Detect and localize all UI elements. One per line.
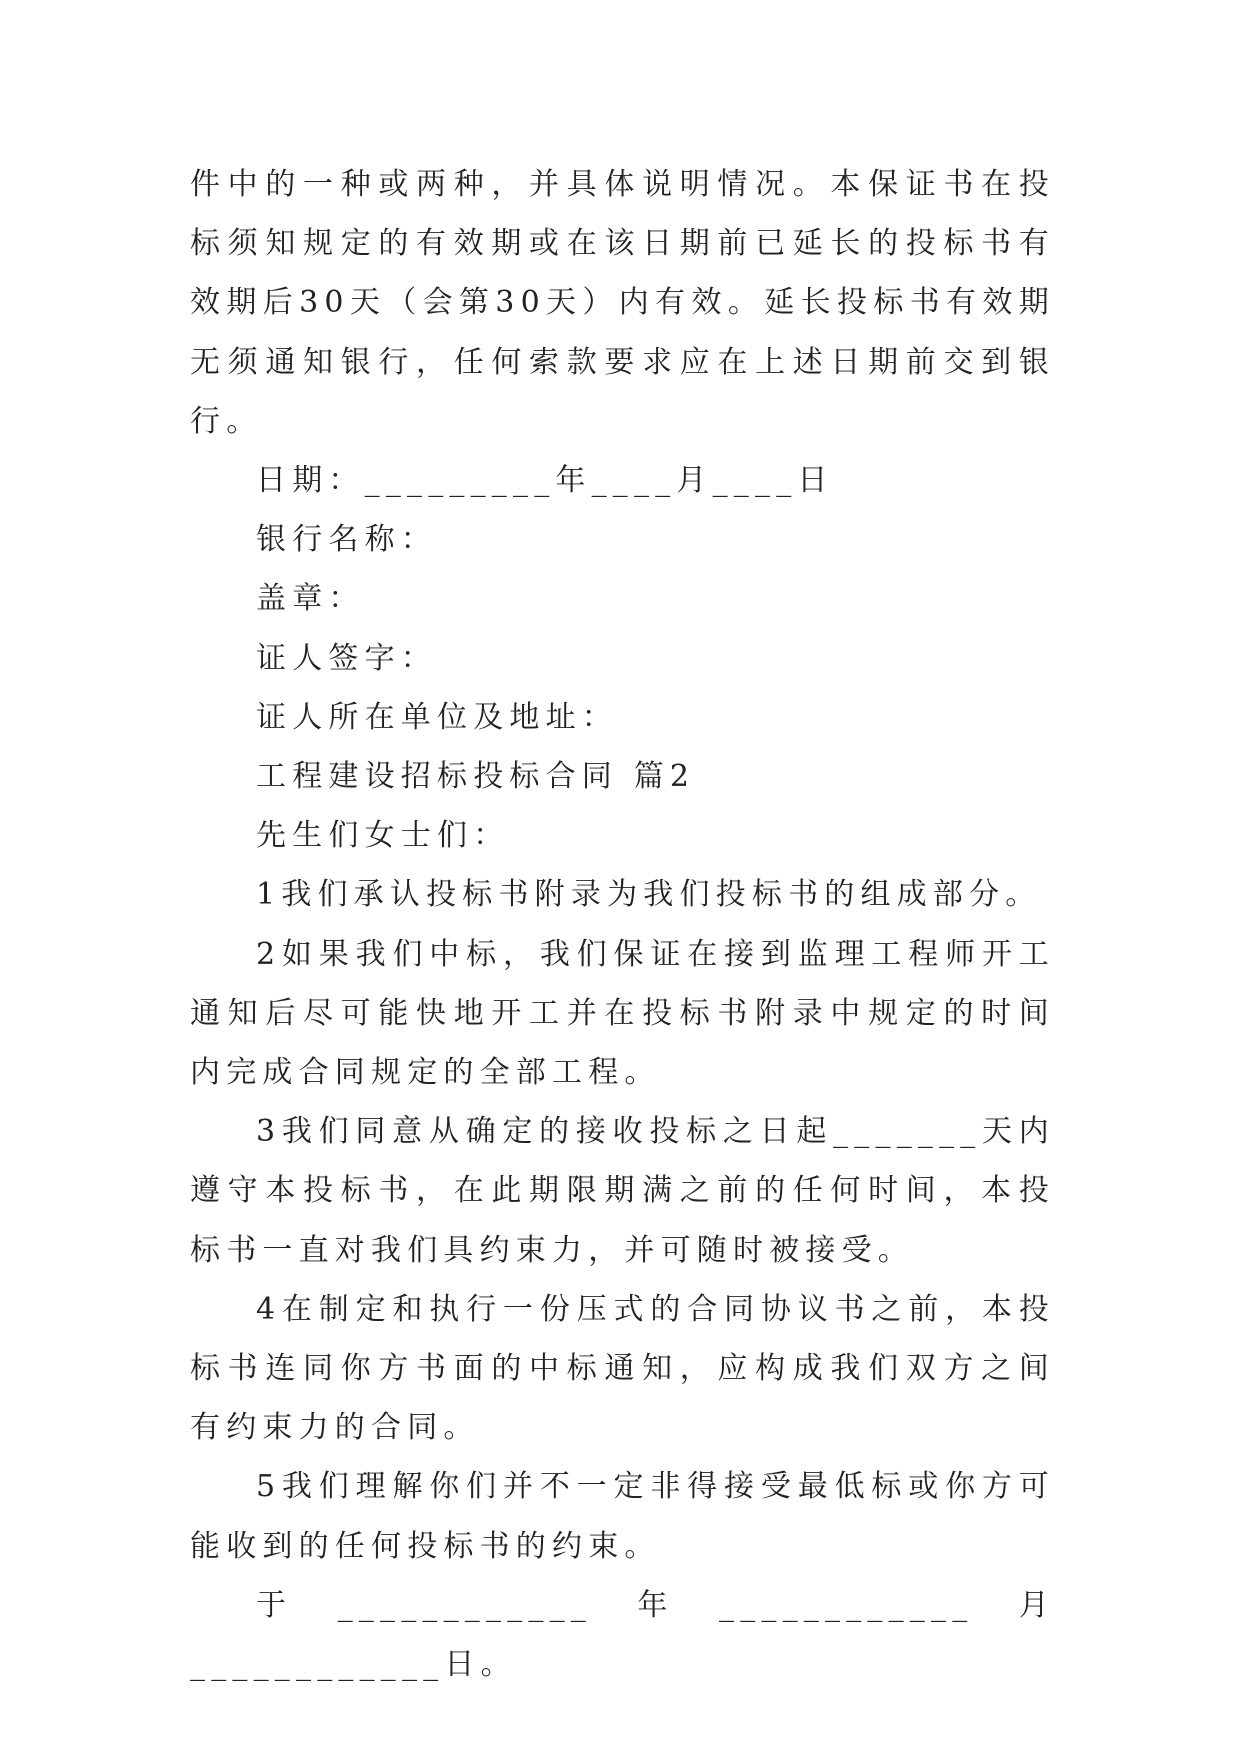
signing-date-line: 于____________年____________月____________日。	[190, 1587, 1055, 1683]
seal-line: 盖章：	[256, 581, 365, 617]
clause-3: 3我们同意从确定的接收投标之日起_______天内遵守本投标书，在此期限期满之前的任何时间，本投标书一直对我们具约束力，并可随时被接受。	[190, 1114, 1055, 1268]
witness-address-line: 证人所在单位及地址：	[256, 699, 618, 735]
section-heading: 工程建设招标投标合同 篇2	[256, 759, 696, 795]
clause-2: 2如果我们中标，我们保证在接到监理工程师开工通知后尽可能快地开工并在投标书附录中规定的时间内完成合同规定的全部工程。	[190, 936, 1055, 1091]
clause-4: 4在制定和执行一份压式的合同协议书之前，本投标书连同你方书面的中标通知，应构成我们双方之间有约束力的合同。	[190, 1291, 1055, 1446]
document-page	[190, 155, 1055, 1694]
clause-5: 5我们理解你们并不一定非得接受最低标或你方可能收到的任何投标书的约束。	[190, 1469, 1055, 1564]
salutation: 先生们女士们：	[256, 818, 510, 854]
paragraph-guarantee-validity: 件中的一种或两种，并具体说明情况。本保证书在投标须知规定的有效期或在该日期前已延长的投标书有效期后30天（会第30天）内有效。延长投标书有效期无须通知银行，任何索款要求应在上述日期前交到银行。	[190, 167, 1055, 439]
clause-1: 1我们承认投标书附录为我们投标书的组成部分。	[256, 877, 1042, 913]
date-line: 日期：_________年____月____日	[256, 463, 834, 499]
bank-name-line: 银行名称：	[256, 522, 437, 558]
witness-signature-line: 证人签字：	[256, 640, 437, 676]
